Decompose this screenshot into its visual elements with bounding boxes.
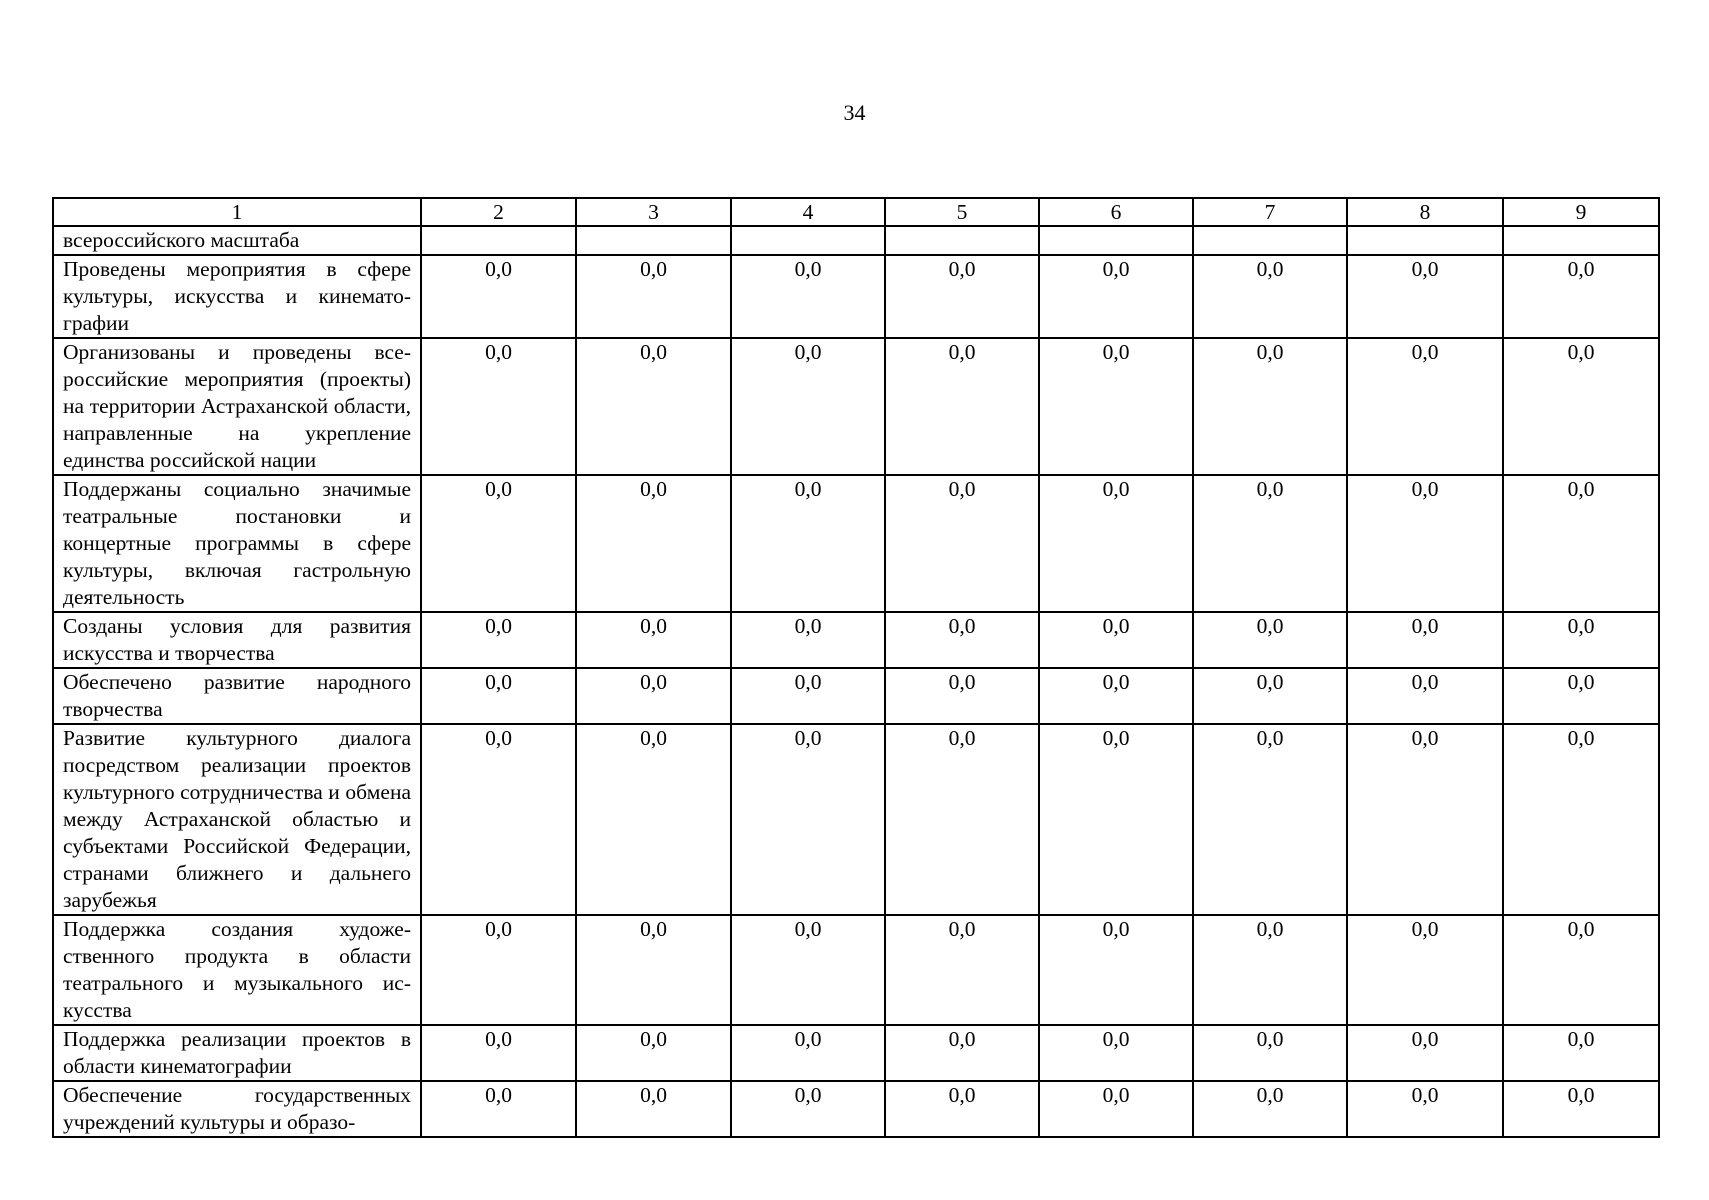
table-row: [53, 255, 1659, 338]
value-cell: 0,0: [576, 255, 731, 338]
value-cell: 0,0: [421, 612, 576, 668]
row-description: всероссийского масштаба: [53, 226, 421, 255]
value-cell: 0,0: [1039, 255, 1193, 338]
column-header: 4: [731, 198, 885, 226]
value-cell: 0,0: [885, 915, 1039, 1025]
value-cell: 0,0: [1193, 1081, 1347, 1137]
value-cell: 0,0: [1193, 475, 1347, 612]
data-table: [52, 197, 1660, 1138]
value-cell: 0,0: [1503, 475, 1659, 612]
value-cell: 0,0: [421, 724, 576, 915]
value-cell: 0,0: [1193, 1025, 1347, 1081]
value-cell: 0,0: [576, 1025, 731, 1081]
value-cell: 0,0: [1039, 338, 1193, 475]
value-cell: 0,0: [421, 668, 576, 724]
value-cell: 0,0: [576, 338, 731, 475]
value-cell: 0,0: [885, 255, 1039, 338]
value-cell: 0,0: [576, 668, 731, 724]
value-cell: 0,0: [1039, 1025, 1193, 1081]
column-header: 7: [1193, 198, 1347, 226]
value-cell: 0,0: [576, 612, 731, 668]
value-cell: 0,0: [885, 612, 1039, 668]
value-cell: 0,0: [1503, 612, 1659, 668]
value-cell: [1039, 226, 1193, 255]
table-row: [53, 668, 1659, 724]
row-description: Развитие культурного диалога посредством реализации проектов культурного сотрудничества и обмена между Астраханской областью и субъектами Российской Федерации, странами ближнего и дальнего зарубежья: [53, 724, 421, 915]
value-cell: 0,0: [1347, 255, 1503, 338]
row-description: Обеспечение государственных учреждений культуры и образо-: [53, 1081, 421, 1137]
value-cell: 0,0: [731, 1081, 885, 1137]
value-cell: 0,0: [1347, 1025, 1503, 1081]
row-description: Поддержка создания художественного продукта в области театрального и музыкального искусства: [53, 915, 421, 1025]
table-row: [53, 724, 1659, 915]
column-header: 1: [53, 198, 421, 226]
table-body: [53, 226, 1659, 1137]
value-cell: 0,0: [1039, 915, 1193, 1025]
value-cell: [885, 226, 1039, 255]
value-cell: 0,0: [1503, 1025, 1659, 1081]
value-cell: 0,0: [421, 255, 576, 338]
table-row: [53, 1025, 1659, 1081]
value-cell: 0,0: [1347, 1081, 1503, 1137]
page-number: 34: [843, 100, 866, 125]
value-cell: 0,0: [1503, 668, 1659, 724]
value-cell: [1347, 226, 1503, 255]
value-cell: [576, 226, 731, 255]
value-cell: 0,0: [1193, 724, 1347, 915]
value-cell: 0,0: [1347, 724, 1503, 915]
value-cell: 0,0: [1503, 338, 1659, 475]
value-cell: 0,0: [1193, 612, 1347, 668]
value-cell: 0,0: [885, 1081, 1039, 1137]
value-cell: 0,0: [1039, 668, 1193, 724]
table-row: [53, 1081, 1659, 1137]
value-cell: 0,0: [731, 915, 885, 1025]
value-cell: 0,0: [421, 1081, 576, 1137]
value-cell: 0,0: [1347, 612, 1503, 668]
value-cell: 0,0: [731, 724, 885, 915]
column-header: 9: [1503, 198, 1659, 226]
value-cell: 0,0: [1347, 915, 1503, 1025]
value-cell: 0,0: [576, 475, 731, 612]
value-cell: 0,0: [1503, 1081, 1659, 1137]
table-row: [53, 338, 1659, 475]
value-cell: 0,0: [731, 668, 885, 724]
header-row: [53, 198, 1659, 226]
row-description: Обеспечено развитие народного творчества: [53, 668, 421, 724]
value-cell: 0,0: [731, 475, 885, 612]
table-row: [53, 612, 1659, 668]
value-cell: 0,0: [1039, 475, 1193, 612]
value-cell: 0,0: [1193, 338, 1347, 475]
row-description: Проведены мероприятия в сфере культуры, искусства и кинематографии: [53, 255, 421, 338]
value-cell: 0,0: [731, 338, 885, 475]
row-description: Поддержка реализации проектов в области кинематографии: [53, 1025, 421, 1081]
value-cell: 0,0: [731, 1025, 885, 1081]
value-cell: 0,0: [1193, 668, 1347, 724]
value-cell: 0,0: [576, 1081, 731, 1137]
value-cell: 0,0: [421, 338, 576, 475]
value-cell: 0,0: [421, 1025, 576, 1081]
table-row: [53, 226, 1659, 255]
value-cell: [731, 226, 885, 255]
value-cell: 0,0: [421, 475, 576, 612]
value-cell: [1503, 226, 1659, 255]
column-header: 8: [1347, 198, 1503, 226]
value-cell: 0,0: [1039, 724, 1193, 915]
value-cell: 0,0: [1039, 612, 1193, 668]
table-row: [53, 915, 1659, 1025]
value-cell: 0,0: [1347, 475, 1503, 612]
value-cell: 0,0: [885, 668, 1039, 724]
value-cell: 0,0: [885, 724, 1039, 915]
column-header: 3: [576, 198, 731, 226]
value-cell: [421, 226, 576, 255]
table-row: [53, 475, 1659, 612]
value-cell: 0,0: [731, 612, 885, 668]
value-cell: 0,0: [421, 915, 576, 1025]
value-cell: 0,0: [1193, 915, 1347, 1025]
row-description: Созданы условия для развития искусства и творчества: [53, 612, 421, 668]
value-cell: 0,0: [1039, 1081, 1193, 1137]
row-description: Поддержаны социально значимые театральные постановки и концертные программы в сфере культуры, включая гастрольную деятельность: [53, 475, 421, 612]
value-cell: 0,0: [576, 724, 731, 915]
value-cell: 0,0: [885, 1025, 1039, 1081]
value-cell: 0,0: [1347, 668, 1503, 724]
value-cell: 0,0: [1503, 255, 1659, 338]
value-cell: 0,0: [576, 915, 731, 1025]
value-cell: 0,0: [885, 475, 1039, 612]
value-cell: 0,0: [1503, 724, 1659, 915]
value-cell: 0,0: [1347, 338, 1503, 475]
row-description: Организованы и проведены всероссийские мероприятия (проекты) на территории Астраханской области, направленные на укрепление единства российской нации: [53, 338, 421, 475]
value-cell: 0,0: [885, 338, 1039, 475]
column-header: 2: [421, 198, 576, 226]
column-header: 6: [1039, 198, 1193, 226]
value-cell: [1193, 226, 1347, 255]
value-cell: 0,0: [731, 255, 885, 338]
column-header: 5: [885, 198, 1039, 226]
value-cell: 0,0: [1193, 255, 1347, 338]
value-cell: 0,0: [1503, 915, 1659, 1025]
